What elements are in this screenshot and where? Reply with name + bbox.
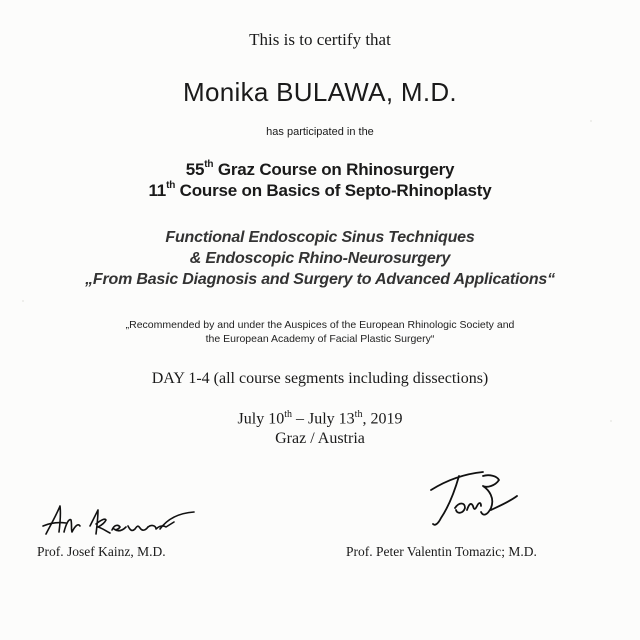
topic-line-3: „From Basic Diagnosis and Surgery to Advanced Applications“ <box>85 271 555 288</box>
recipient-name: Monika BULAWA, M.D. <box>183 77 457 107</box>
date-year: , 2019 <box>362 410 403 428</box>
course1-suffix: th <box>204 159 214 171</box>
date-start-suffix: th <box>284 409 292 420</box>
paper-speck <box>22 300 24 302</box>
paper-speck <box>590 120 592 122</box>
course-location: Graz / Austria <box>275 430 365 447</box>
signer-name-left: Prof. Josef Kainz, M.D. <box>37 544 166 559</box>
course-days: DAY 1-4 (all course segments including dissections) <box>151 370 489 387</box>
course2-suffix: th <box>166 180 176 192</box>
course2-number: 11 <box>148 181 167 200</box>
topic-line-2: & Endoscopic Rhino-Neurosurgery <box>189 250 451 267</box>
signer-name-right: Prof. Peter Valentin Tomazic; M.D. <box>346 544 537 559</box>
course-title-1 <box>0 160 640 180</box>
date-start: July 10 <box>237 410 285 428</box>
certify-intro: This is to certify that <box>249 30 391 49</box>
signature-tomazic <box>425 466 525 536</box>
topic-line-1: Functional Endoscopic Sinus Techniques <box>165 229 475 246</box>
course1-title: Graz Course on Rhinosurgery <box>213 160 455 179</box>
recommendation-line-1: „Recommended by and under the Auspices of the European Rhinologic Society and <box>125 319 515 331</box>
course-dates <box>0 409 640 428</box>
date-separator: – July 13 <box>292 410 355 428</box>
course1-number: 55 <box>185 160 205 179</box>
recommendation-line-2: the European Academy of Facial Plastic Surgery“ <box>205 333 435 345</box>
course-title-2 <box>0 181 640 201</box>
date-end-suffix: th <box>354 409 363 420</box>
signature-kainz <box>38 496 198 542</box>
course2-title: Course on Basics of Septo-Rhinoplasty <box>175 181 492 200</box>
participation-text: has participated in the <box>266 126 374 138</box>
